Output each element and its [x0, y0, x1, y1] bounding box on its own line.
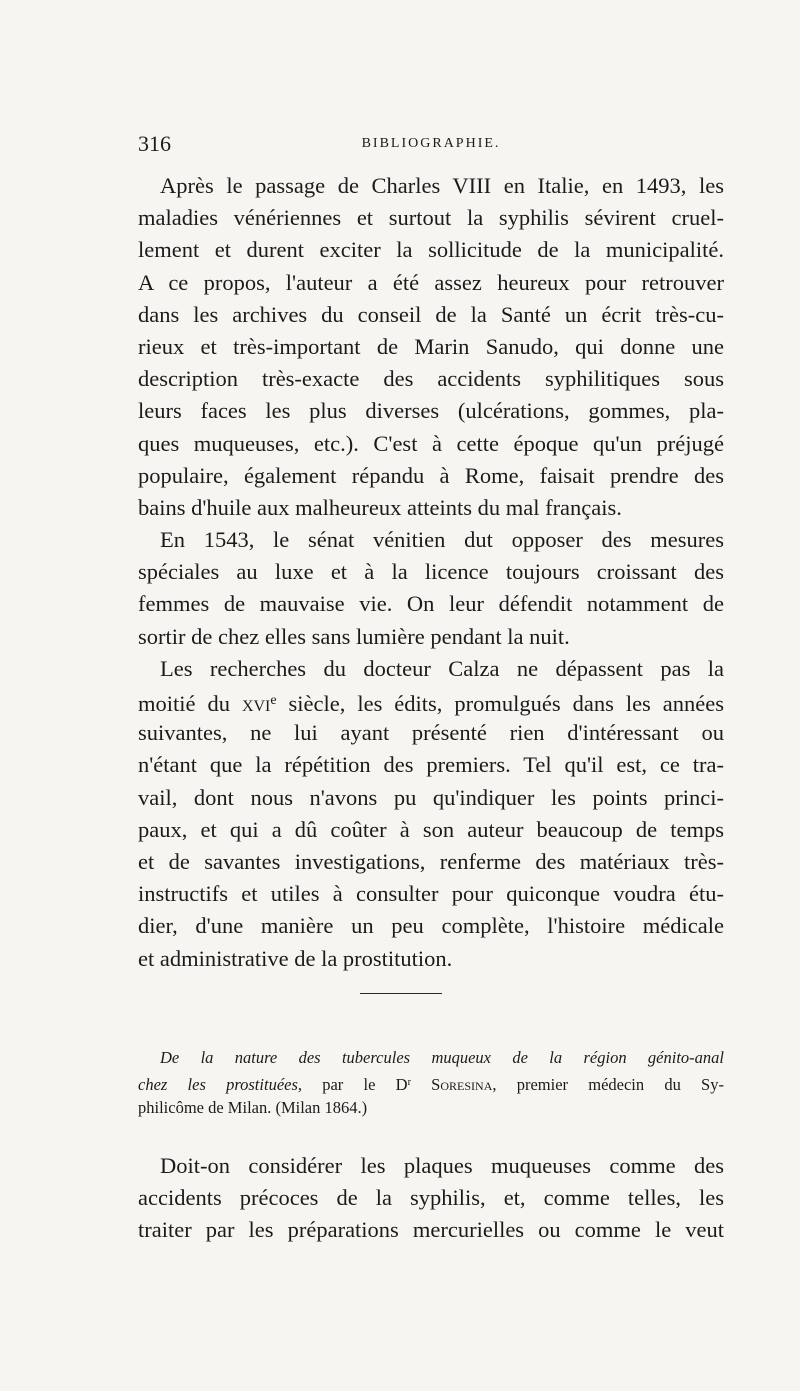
text-line: dans les archives du conseil de la Santé un écrit très-cu- [138, 301, 724, 327]
text-line: maladies vénériennes et surtout la syphilis sévirent cruel- [138, 205, 724, 231]
author-name: Soresina, [410, 1075, 497, 1095]
text-line [138, 685, 724, 717]
text-line: et de savantes investigations, renferme des matériaux très- [138, 848, 724, 874]
following-paragraph [138, 1150, 724, 1247]
text-line: bains d'huile aux malheureux atteints du mal français. [138, 494, 622, 520]
entry-title-cont: chez les prostituées, [138, 1075, 303, 1095]
text-line: rieux et très-important de Marin Sanudo, qui donne une [138, 333, 724, 359]
text-line: lement et durent exciter la sollicitude de la municipalité. [138, 237, 724, 263]
text-fragment: par le D [302, 1075, 408, 1095]
text-line: sortir de chez elles sans lumière pendant la nuit. [138, 623, 570, 649]
running-head: BIBLIOGRAPHIE. [361, 136, 501, 151]
text-line: n'étant que la répétition des premiers. Tel qu'il est, ce tra- [138, 752, 724, 778]
section-separator [360, 993, 442, 994]
text-line: populaire, également répandu à Rome, faisait prendre des [138, 462, 724, 488]
text-line: description très-exacte des accidents syphilitiques sous [138, 366, 724, 392]
text-line: instructifs et utiles à consulter pour quiconque voudra étu- [138, 881, 724, 907]
main-paragraphs [138, 170, 724, 975]
entry-title: De la nature des tubercules muqueux de la région génito-anal [160, 1048, 724, 1067]
entry-line: philicôme de Milan. (Milan 1864.) [138, 1098, 368, 1117]
text-line: Doit-on considérer les plaques muqueuses comme des [160, 1153, 724, 1178]
text-line: En 1543, le sénat vénitien dut opposer des mesures [160, 527, 724, 553]
entry-line [138, 1070, 724, 1095]
text-line: paux, et qui a dû coûter à son auteur beaucoup de temps [138, 816, 724, 842]
text-line: accidents précoces de la syphilis, et, comme telles, les [138, 1185, 724, 1211]
text-line: A ce propos, l'auteur a été assez heureux pour retrouver [138, 269, 724, 295]
text-line: leurs faces les plus diverses (ulcérations, gommes, pla- [138, 398, 724, 424]
text-line: vail, dont nous n'avons pu qu'indiquer les points princi- [138, 784, 724, 810]
text-line: suivantes, ne lui ayant présenté rien d'intéressant ou [138, 720, 724, 746]
bibliographic-entry [138, 1045, 724, 1120]
page-header [138, 131, 724, 161]
century-numeral: xvi [241, 690, 271, 716]
text-line: ques muqueuses, etc.). C'est à cette époque qu'un préjugé [138, 430, 724, 456]
text-line: traiter par les préparations mercurielles ou comme le veut [138, 1217, 724, 1243]
superscript: e [270, 693, 277, 708]
text-line: femmes de mauvaise vie. On leur défendit notamment de [138, 591, 724, 617]
text-line: dier, d'une manière un peu complète, l'histoire médicale [138, 913, 724, 939]
text-line: Après le passage de Charles VIII en Italie, en 1493, les [160, 173, 724, 198]
superscript: r [407, 1077, 411, 1088]
page-number: 316 [138, 131, 171, 156]
text-fragment: siècle, les édits, promulgués dans les années [276, 690, 724, 716]
text-line: Les recherches du docteur Calza ne dépassent pas la [160, 655, 724, 681]
text-line: et administrative de la prostitution. [138, 945, 453, 971]
text-fragment: premier médecin du Sy- [496, 1075, 724, 1095]
text-fragment: moitié du [138, 690, 242, 716]
text-line: spéciales au luxe et à la licence toujours croissant des [138, 559, 724, 585]
